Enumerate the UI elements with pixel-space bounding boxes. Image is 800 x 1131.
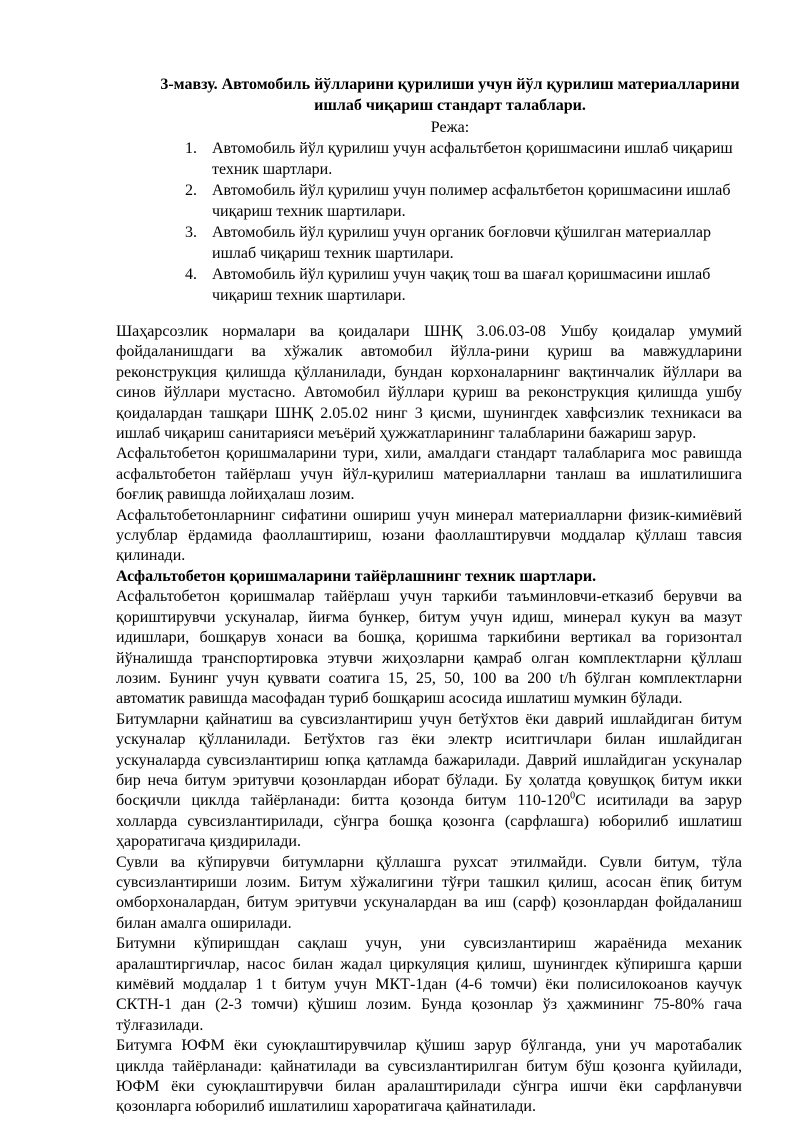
plan-item-number: 3. [185, 224, 197, 241]
bitumen-paragraph-head: Битумларни қайнатиш ва сувсизлантириш учун бетўхтов ёки даврий ишлайдиган битум ускуналар қўлланилади. Бетўхтов газ ёки электр иситгичлари билан ишлайдиган ускуналарда сувсизлантириш юпқа қатламда бажарилади. Даврий ишлайдиган ускуналар бир неча битум эритувчи қозонлардан иборат бўлади. Бу ҳолатда қовушқоқ битум икки босқичли циклда тайёрланади: битта қозонда битум 110-120 [116, 710, 742, 810]
degree-superscript: 0 [570, 791, 576, 803]
plan-item-number: 2. [185, 182, 197, 199]
plan-item-number: 4. [185, 266, 197, 283]
plan-item-text: Автомобиль йўл қурилиш учун чақиқ тош ва шағал қоришмасини ишлаб чиқариш техник шартилари. [212, 266, 711, 304]
document-body [116, 322, 742, 1118]
plan-item-text: Автомобиль йўл қурилиш учун органик боғловчи қўшилган материаллар ишлаб чиқариш техник шартилари. [212, 224, 711, 262]
body-paragraph: Шаҳарсозлик нормалари ва қоидалари ШНҚ 3.06.03-08 Ушбу қоидалар умумий фойдаланишдаги ва хўжалик автомобил йўлла-рини қуриш ва мавжудларини реконструкция қилишда қўлланилади, бундан корхоналарнинг вақтинчалик йўллари ва синов йўллари мустасно. Автомобил йўллари қуриш ва реконструкция қилишда ушбу қоидалардан ташқари ШНҚ 2.05.02 нинг 3 қисми, шунингдек хавфсизлик техникаси ва ишлаб чиқариш санитарияси меъёрий ҳужжатларининг талабларини бажариш зарур. [116, 323, 742, 443]
document-title: 3-мавзу. Автомобиль йўлларини қурилиши учун йўл қурилиш материалларини ишлаб чиқариш стандарт талаблари. [160, 76, 740, 114]
body-paragraph: Асфальтобетонларнинг сифатини ошириш учун минерал материалларни физик-кимиёвий услублар ёрдамида фаоллаштириш, юзани фаоллаштирувчи моддалар қўллаш тавсия қилинади. [116, 506, 742, 565]
plan-item-number: 1. [185, 140, 197, 157]
plan-item [185, 180, 745, 222]
body-paragraph: Асфальтобетон қоришмалар тайёрлаш учун таркиби таъминловчи-етказиб берувчи ва қориштирувчи ускуналар, йиғма бункер, битум учун идиш, минерал кукун ва мазут идишлари, бошқарув хонаси ва бошқа, қоришма таркибини вертикал ва горизонтал йўналишда транспортировка этувчи жиҳозларни қамраб олган комплектларни қўллаш лозим. Бунинг учун қуввати соатига 15, 25, 50, 100 ва 200 t/h бўлган комплектларни автоматик равишда масофадан туриб бошқариш асосида ишлатиш мумкин бўлади. [116, 588, 742, 708]
body-paragraph: Битумни кўпиришдан сақлаш учун, уни сувсизлантириш жараёнида механик аралаштиргичлар, насос билан жадал циркуляция қилиш, шунингдек кўпиришга қарши кимёвий моддалар 1 t битум учун МКТ-1дан (4-6 томчи) ёки полисилокоанов каучук СКТН-1 дан (2-3 томчи) қўшиш лозим. Бунда қозонлар ўз ҳажмининг 75-80% гача тўлғазилади. [116, 935, 742, 1034]
plan-item-text: Автомобиль йўл қурилиш учун полимер асфальтбетон қоришмасини ишлаб чиқариш техник шартилари. [212, 182, 731, 220]
body-paragraph: Асфальтобетон қоришмаларини тури, хили, амалдаги стандарт талабларига мос равишда асфальтобетон тайёрлаш учун йўл-қурилиш материалларни танлаш ва ишлатилишига боғлиқ равишда лойиҳалаш лозим. [116, 445, 742, 504]
plan-label: Режа: [430, 119, 470, 136]
plan-item [185, 222, 745, 264]
plan-item [185, 264, 745, 306]
body-paragraph-bitumen [116, 710, 742, 853]
body-paragraph: Битумга ЮФМ ёки суюқлаштирувчилар қўшиш зарур бўлганда, уни уч маротабалик циклда тайёрланади: қайнатилади ва сувсизлантирилган битум бўш қозонга қуйилади, ЮФМ ёки суюқлаштирувчи билан аралаштирилади сўнгра ишчи ёки сарфланувчи қозонларга юборилиб ишлатилиш хароратигача қайнатилади. [116, 1037, 742, 1116]
plan-item [185, 138, 745, 180]
body-paragraph: Сувли ва кўпирувчи битумларни қўллашга рухсат этилмайди. Сувли битум, тўла сувсизлантириши лозим. Битум хўжалигини тўғри ташкил қилиш, асосан ёпиқ битум омборхоналардан, битум эритувчи ускуналардан ва иш (сарф) қозонлардан фойдаланиш билан амалга оширилади. [116, 853, 742, 932]
bitumen-paragraph-tail: С иситилади ва зарур холларда сувсизлантирилади, сўнгра бошқа қозонга (сарфлашга) юборилиб ишлатиш ҳароратигача қиздирилади. [116, 792, 742, 851]
plan-list [185, 138, 745, 306]
plan-item-text: Автомобиль йўл қурилиш учун асфальтбетон қоришмасини ишлаб чиқариш техник шартлари. [212, 140, 733, 178]
section-heading: Асфальтобетон қоришмаларини тайёрлашнинг техник шартлари. [116, 567, 597, 585]
